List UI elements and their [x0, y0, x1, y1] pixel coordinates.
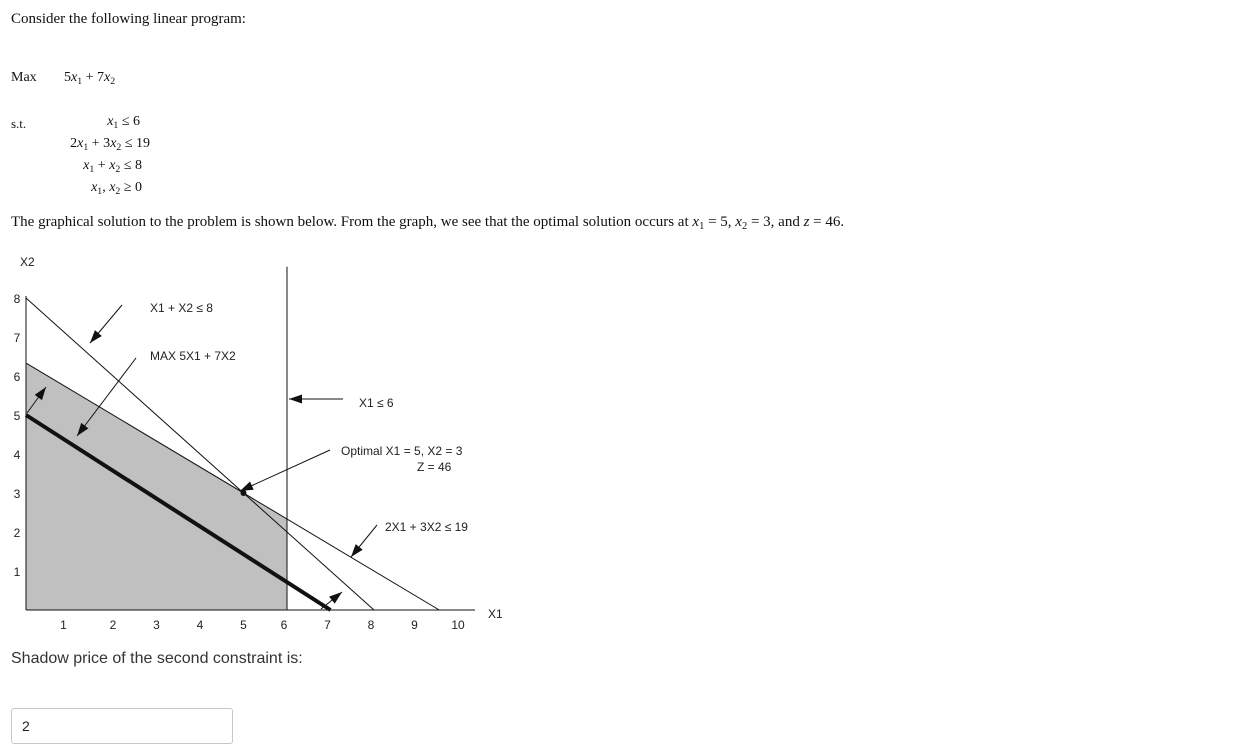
x-tick-label: 7: [324, 618, 331, 632]
x-tick-label: 4: [196, 618, 204, 632]
question-text: Shadow price of the second constraint is:: [11, 650, 303, 667]
x-tick-label: 3: [153, 618, 160, 632]
y-tick-label: 7: [13, 331, 21, 345]
y-axis-label: X2: [20, 255, 35, 269]
y-tick-label: 1: [13, 565, 21, 579]
y-tick-label: 6: [13, 370, 21, 384]
x-tick-label: 1: [60, 618, 67, 632]
x-tick-label: 5: [240, 618, 247, 632]
arrow-objective-end-head: [329, 592, 342, 604]
x-tick-label: 9: [411, 618, 418, 632]
arrow-optimal-head: [240, 482, 254, 491]
x-tick-label: 6: [280, 618, 288, 632]
x-tick-label: 10: [451, 618, 465, 632]
label-optimal-2: Z = 46: [417, 460, 452, 474]
objective-sense: Max: [11, 70, 37, 85]
lp-graph: [0, 250, 560, 635]
solution-text: The graphical solution to the problem is shown below. From the graph, we see that the optimal solution occurs at $x_1 = 5$, $x_2 = 3$, and z = 46.: [11, 214, 845, 232]
subject-to-label: s.t.: [11, 116, 27, 131]
constraint-2: $2x_1 + 3x_2 \le 19$: [70, 136, 150, 153]
label-2x1-3x2-le-19: 2X1 + 3X2 ≤ 19: [385, 520, 468, 534]
y-tick-label: 4: [13, 448, 21, 462]
y-tick-label: 2: [13, 526, 21, 540]
constraint-3: $x_1 + x_2 \le 8$: [83, 158, 142, 175]
x-axis-label: X1: [488, 607, 503, 621]
y-tick-label: 5: [13, 409, 21, 423]
arrow-x1-x2-le-8-head: [90, 330, 102, 343]
y-tick-label: 3: [13, 487, 21, 501]
label-optimal-1: Optimal X1 = 5, X2 = 3: [341, 444, 463, 458]
y-tick-label: 8: [13, 292, 21, 306]
label-x1-le-6: X1 ≤ 6: [359, 396, 394, 410]
constraint-4: $x_1$, $x_2 \ge 0$: [91, 180, 142, 197]
arrow-2x1-3x2-le-19-head: [351, 544, 363, 557]
objective-function: $5x_1 + 7x_2$: [64, 70, 116, 87]
label-x1-x2-le-8: X1 + X2 ≤ 8: [150, 301, 213, 315]
intro-text: Consider the following linear program:: [11, 11, 246, 27]
arrow-x1-le-6-head: [289, 395, 302, 404]
constraint-1: $x_1 \le 6$: [107, 114, 140, 131]
arrow-optimal: [240, 450, 330, 491]
answer-input[interactable]: [11, 708, 233, 744]
x-tick-label: 2: [109, 618, 117, 632]
label-objective: MAX 5X1 + 7X2: [150, 349, 236, 363]
x-tick-label: 8: [367, 618, 375, 632]
